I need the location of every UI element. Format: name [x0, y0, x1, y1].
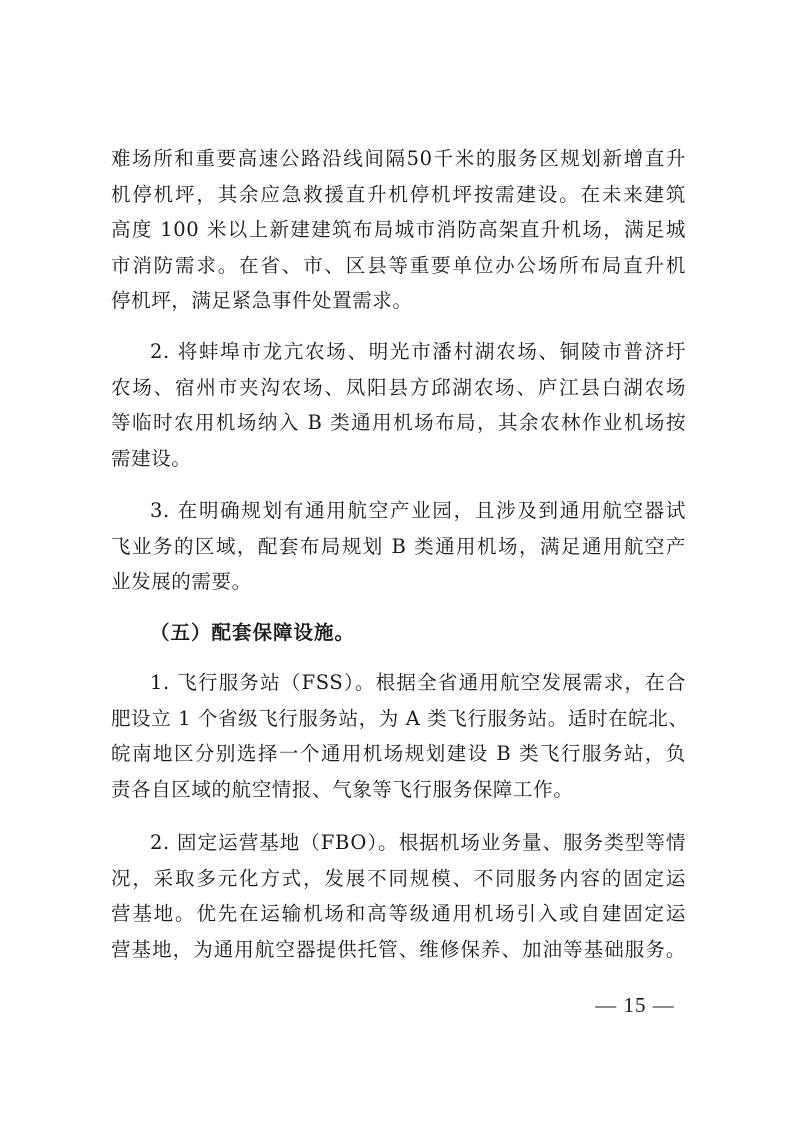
text-line: 高度 100 米以上新建建筑布局城市消防高架直升机场，满足城: [111, 218, 686, 242]
paragraph-continuation: [111, 141, 686, 319]
text-line: 责各自区域的航空情报、气象等飞行服务保障工作。: [111, 777, 574, 801]
paragraph-item-3: [111, 493, 686, 600]
section-heading: [111, 615, 686, 651]
text-line: 难场所和重要高速公路沿线间隔50千米的服务区规划新增直升: [111, 147, 686, 170]
text-line: 机停机坪，其余应急救援直升机停机坪按需建设。在未来建筑: [111, 182, 686, 206]
text-line: 等临时农用机场纳入 B 类通用机场布局，其余农林作业机场按: [111, 411, 686, 435]
text-line: 1. 飞行服务站（FSS）。根据全省通用航空发展需求，在合: [150, 671, 686, 694]
text-line: 农场、宿州市夹沟农场、凤阳县方邱湖农场、庐江县白湖农场: [111, 375, 686, 399]
text-line: 需建设。: [111, 446, 192, 470]
text-line: 2. 将蚌埠市龙亢农场、明光市潘村湖农场、铜陵市普济圩: [150, 340, 686, 363]
text-line: 业发展的需要。: [111, 570, 252, 594]
text-line: 停机坪，满足紧急事件处置需求。: [111, 289, 413, 313]
text-line: 市消防需求。在省、市、区县等重要单位办公场所布局直升机: [111, 253, 686, 277]
text-line: 肥设立 1 个省级飞行服务站，为 A 类飞行服务站。适时在皖北、: [111, 706, 689, 730]
text-line: 况，采取多元化方式，发展不同规模、不同服务内容的固定运: [111, 866, 686, 890]
text-line: 3. 在明确规划有通用航空产业园，且涉及到通用航空器试: [150, 499, 686, 522]
text-line: 营基地。优先在运输机场和高等级通用机场引入或自建固定运: [111, 902, 686, 926]
section-heading-text: （五）配套保障设施。: [150, 621, 356, 644]
paragraph-fbo: [111, 825, 686, 967]
text-line: 2. 固定运营基地（FBO）。根据机场业务量、服务类型等情: [150, 831, 686, 854]
paragraph-fss: [111, 665, 689, 807]
text-line: 营基地，为通用航空器提供托管、维修保养、加油等基础服务。: [111, 937, 686, 961]
paragraph-item-2: [111, 334, 686, 476]
text-line: 皖南地区分别选择一个通用机场规划建设 B 类飞行服务站，负: [111, 742, 686, 766]
text-line: 飞业务的区域，配套布局规划 B 类通用机场，满足通用航空产: [111, 534, 686, 558]
page-number: — 15 —: [595, 993, 675, 1017]
